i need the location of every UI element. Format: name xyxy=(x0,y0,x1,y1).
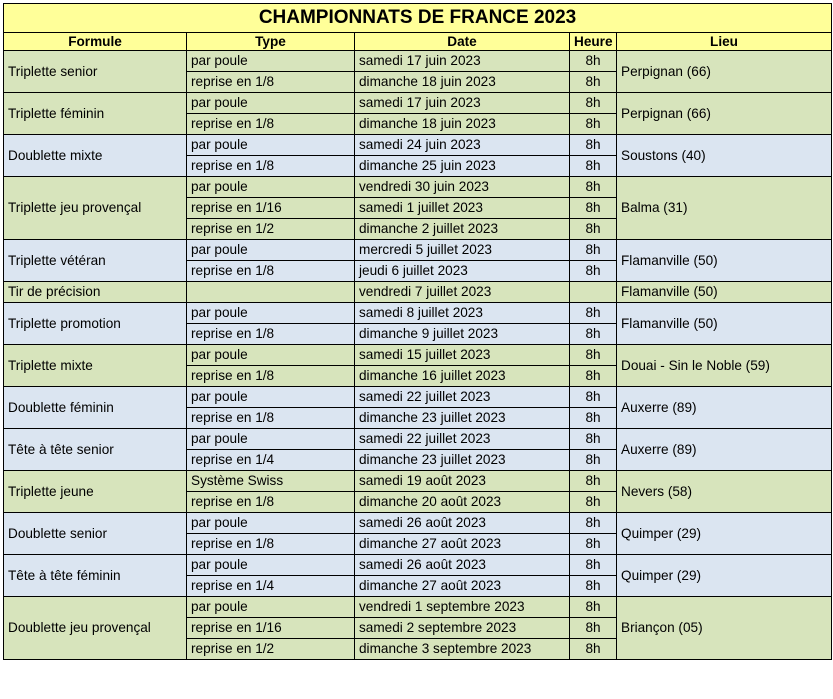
cell-type: reprise en 1/2 xyxy=(187,219,355,240)
cell-heure: 8h xyxy=(570,240,617,261)
cell-date: vendredi 7 juillet 2023 xyxy=(355,282,570,303)
cell-heure: 8h xyxy=(570,219,617,240)
cell-formule: Doublette féminin xyxy=(4,387,187,429)
cell-type: reprise en 1/8 xyxy=(187,408,355,429)
cell-heure: 8h xyxy=(570,198,617,219)
cell-type: par poule xyxy=(187,429,355,450)
cell-date: samedi 26 août 2023 xyxy=(355,555,570,576)
cell-type: par poule xyxy=(187,135,355,156)
cell-lieu: Flamanville (50) xyxy=(617,303,832,345)
cell-type: par poule xyxy=(187,597,355,618)
cell-lieu: Quimper (29) xyxy=(617,555,832,597)
cell-type: Système Swiss xyxy=(187,471,355,492)
cell-formule: Tir de précision xyxy=(4,282,187,303)
table-row xyxy=(4,51,832,72)
cell-date: samedi 1 juillet 2023 xyxy=(355,198,570,219)
cell-type: reprise en 1/4 xyxy=(187,450,355,471)
championship-schedule xyxy=(3,3,831,660)
cell-date: mercredi 5 juillet 2023 xyxy=(355,240,570,261)
cell-type: reprise en 1/8 xyxy=(187,324,355,345)
cell-date: vendredi 30 juin 2023 xyxy=(355,177,570,198)
cell-heure: 8h xyxy=(570,471,617,492)
cell-lieu: Flamanville (50) xyxy=(617,282,832,303)
cell-heure: 8h xyxy=(570,492,617,513)
cell-type: reprise en 1/8 xyxy=(187,261,355,282)
cell-heure: 8h xyxy=(570,618,617,639)
header-heure: Heure xyxy=(570,33,617,51)
cell-heure: 8h xyxy=(570,114,617,135)
cell-heure: 8h xyxy=(570,93,617,114)
cell-heure: 8h xyxy=(570,513,617,534)
cell-date: vendredi 1 septembre 2023 xyxy=(355,597,570,618)
cell-lieu: Quimper (29) xyxy=(617,513,832,555)
cell-type: par poule xyxy=(187,93,355,114)
cell-heure: 8h xyxy=(570,303,617,324)
cell-date: dimanche 16 juillet 2023 xyxy=(355,366,570,387)
cell-date: samedi 17 juin 2023 xyxy=(355,93,570,114)
cell-date: dimanche 23 juillet 2023 xyxy=(355,450,570,471)
table-row xyxy=(4,303,832,324)
cell-formule: Tête à tête féminin xyxy=(4,555,187,597)
cell-date: samedi 19 août 2023 xyxy=(355,471,570,492)
cell-type: reprise en 1/16 xyxy=(187,618,355,639)
table-title: CHAMPIONNATS DE FRANCE 2023 xyxy=(4,4,832,33)
cell-date: dimanche 18 juin 2023 xyxy=(355,72,570,93)
cell-formule: Tête à tête senior xyxy=(4,429,187,471)
cell-date: samedi 8 juillet 2023 xyxy=(355,303,570,324)
table-row xyxy=(4,597,832,618)
cell-heure: 8h xyxy=(570,51,617,72)
cell-heure: 8h xyxy=(570,387,617,408)
cell-type: reprise en 1/8 xyxy=(187,72,355,93)
cell-date: dimanche 18 juin 2023 xyxy=(355,114,570,135)
cell-date: jeudi 6 juillet 2023 xyxy=(355,261,570,282)
cell-date: samedi 26 août 2023 xyxy=(355,513,570,534)
cell-date: samedi 2 septembre 2023 xyxy=(355,618,570,639)
cell-lieu: Douai - Sin le Noble (59) xyxy=(617,345,832,387)
cell-lieu: Perpignan (66) xyxy=(617,93,832,135)
cell-heure: 8h xyxy=(570,366,617,387)
header-lieu: Lieu xyxy=(617,33,832,51)
cell-type: par poule xyxy=(187,240,355,261)
cell-date: dimanche 27 août 2023 xyxy=(355,576,570,597)
table-row xyxy=(4,135,832,156)
cell-type: par poule xyxy=(187,51,355,72)
cell-type: reprise en 1/16 xyxy=(187,198,355,219)
cell-lieu: Balma (31) xyxy=(617,177,832,240)
cell-heure: 8h xyxy=(570,555,617,576)
cell-type: reprise en 1/2 xyxy=(187,639,355,660)
cell-heure: 8h xyxy=(570,408,617,429)
table-row xyxy=(4,282,832,303)
cell-formule: Triplette mixte xyxy=(4,345,187,387)
cell-date: samedi 22 juillet 2023 xyxy=(355,429,570,450)
cell-date: dimanche 3 septembre 2023 xyxy=(355,639,570,660)
cell-heure: 8h xyxy=(570,324,617,345)
cell-heure: 8h xyxy=(570,639,617,660)
cell-date: dimanche 27 août 2023 xyxy=(355,534,570,555)
cell-date: samedi 22 juillet 2023 xyxy=(355,387,570,408)
cell-formule: Triplette jeu provençal xyxy=(4,177,187,240)
cell-type: par poule xyxy=(187,345,355,366)
table-row xyxy=(4,177,832,198)
cell-date: samedi 24 juin 2023 xyxy=(355,135,570,156)
cell-type: reprise en 1/8 xyxy=(187,156,355,177)
cell-heure: 8h xyxy=(570,177,617,198)
cell-date: dimanche 20 août 2023 xyxy=(355,492,570,513)
cell-heure: 8h xyxy=(570,156,617,177)
header-formule: Formule xyxy=(4,33,187,51)
cell-type: reprise en 1/4 xyxy=(187,576,355,597)
cell-formule: Doublette mixte xyxy=(4,135,187,177)
table-row xyxy=(4,345,832,366)
cell-type: reprise en 1/8 xyxy=(187,534,355,555)
cell-type: reprise en 1/8 xyxy=(187,492,355,513)
cell-formule: Doublette senior xyxy=(4,513,187,555)
cell-lieu: Briançon (05) xyxy=(617,597,832,660)
cell-heure: 8h xyxy=(570,576,617,597)
cell-formule: Triplette vétéran xyxy=(4,240,187,282)
cell-formule: Triplette senior xyxy=(4,51,187,93)
table-row xyxy=(4,240,832,261)
cell-heure: 8h xyxy=(570,597,617,618)
table-row xyxy=(4,93,832,114)
cell-heure: 8h xyxy=(570,450,617,471)
schedule-body xyxy=(4,51,832,660)
cell-type: reprise en 1/8 xyxy=(187,114,355,135)
cell-heure xyxy=(570,282,617,303)
cell-formule: Triplette promotion xyxy=(4,303,187,345)
cell-lieu: Auxerre (89) xyxy=(617,429,832,471)
table-row xyxy=(4,555,832,576)
cell-type: reprise en 1/8 xyxy=(187,366,355,387)
cell-heure: 8h xyxy=(570,72,617,93)
cell-date: dimanche 23 juillet 2023 xyxy=(355,408,570,429)
cell-lieu: Perpignan (66) xyxy=(617,51,832,93)
cell-heure: 8h xyxy=(570,429,617,450)
schedule-table xyxy=(3,3,832,660)
cell-date: samedi 15 juillet 2023 xyxy=(355,345,570,366)
table-row xyxy=(4,429,832,450)
cell-type xyxy=(187,282,355,303)
header-date: Date xyxy=(355,33,570,51)
cell-lieu: Nevers (58) xyxy=(617,471,832,513)
table-row xyxy=(4,513,832,534)
cell-heure: 8h xyxy=(570,135,617,156)
header-row xyxy=(4,33,832,51)
cell-date: dimanche 25 juin 2023 xyxy=(355,156,570,177)
cell-date: samedi 17 juin 2023 xyxy=(355,51,570,72)
table-row xyxy=(4,471,832,492)
cell-type: par poule xyxy=(187,555,355,576)
table-row xyxy=(4,387,832,408)
cell-heure: 8h xyxy=(570,345,617,366)
header-type: Type xyxy=(187,33,355,51)
cell-lieu: Flamanville (50) xyxy=(617,240,832,282)
cell-type: par poule xyxy=(187,513,355,534)
cell-heure: 8h xyxy=(570,534,617,555)
cell-type: par poule xyxy=(187,177,355,198)
cell-formule: Doublette jeu provençal xyxy=(4,597,187,660)
cell-type: par poule xyxy=(187,387,355,408)
cell-lieu: Auxerre (89) xyxy=(617,387,832,429)
cell-date: dimanche 9 juillet 2023 xyxy=(355,324,570,345)
cell-lieu: Soustons (40) xyxy=(617,135,832,177)
cell-formule: Triplette féminin xyxy=(4,93,187,135)
cell-type: par poule xyxy=(187,303,355,324)
cell-formule: Triplette jeune xyxy=(4,471,187,513)
cell-date: dimanche 2 juillet 2023 xyxy=(355,219,570,240)
cell-heure: 8h xyxy=(570,261,617,282)
